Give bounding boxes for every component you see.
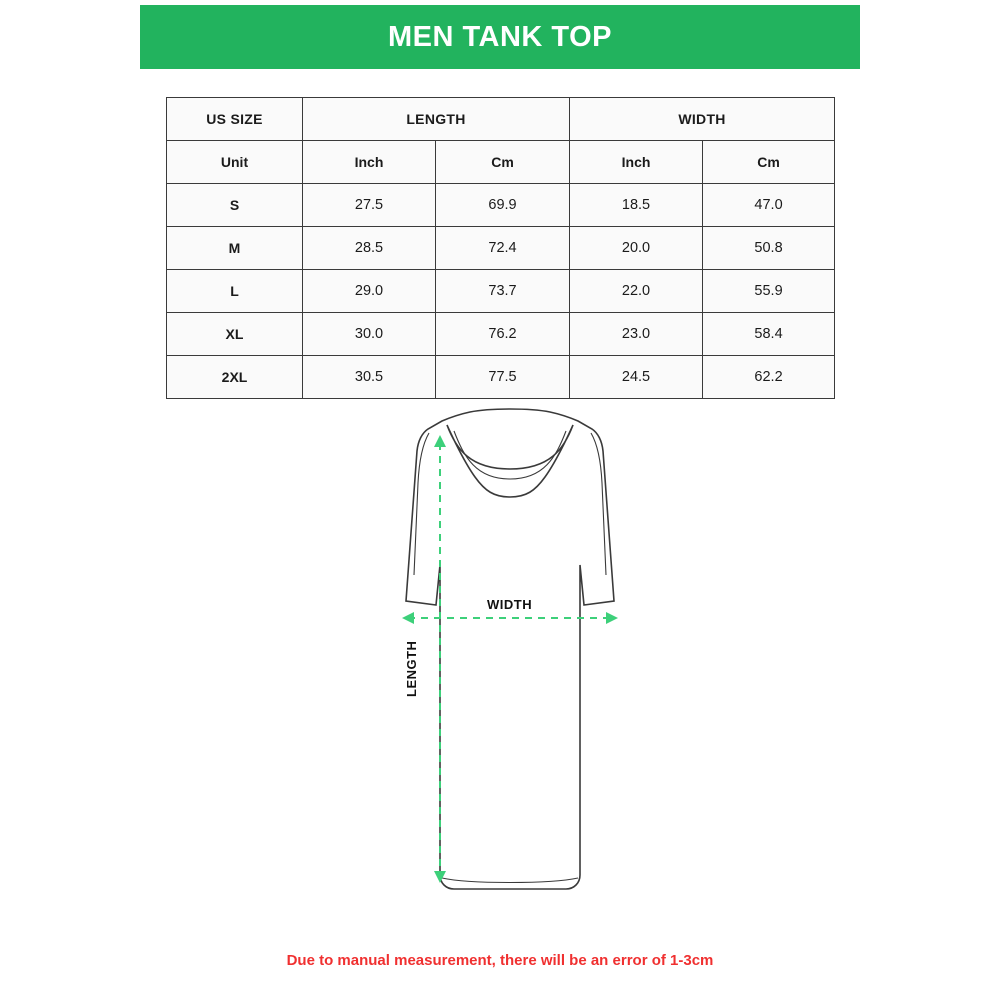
row-length-inch: 30.0 — [303, 313, 436, 356]
row-size: XL — [167, 313, 303, 356]
header-banner — [140, 5, 860, 69]
width-label: WIDTH — [487, 597, 533, 612]
table-row — [167, 270, 835, 313]
row-length-cm: 77.5 — [436, 356, 570, 399]
row-width-inch: 24.5 — [570, 356, 703, 399]
row-length-inch: 27.5 — [303, 184, 436, 227]
row-length-inch: 28.5 — [303, 227, 436, 270]
unit-length-cm: Cm — [436, 141, 570, 184]
unit-label: Unit — [167, 141, 303, 184]
unit-width-cm: Cm — [703, 141, 835, 184]
row-size: L — [167, 270, 303, 313]
row-size: S — [167, 184, 303, 227]
row-length-cm: 72.4 — [436, 227, 570, 270]
row-width-inch: 23.0 — [570, 313, 703, 356]
unit-width-inch: Inch — [570, 141, 703, 184]
garment-diagram — [330, 405, 690, 915]
row-width-inch: 20.0 — [570, 227, 703, 270]
table-row — [167, 184, 835, 227]
table-row — [167, 313, 835, 356]
row-size: 2XL — [167, 356, 303, 399]
header-length: LENGTH — [303, 98, 570, 141]
table-unit-row — [167, 141, 835, 184]
header-width: WIDTH — [570, 98, 835, 141]
row-length-cm: 73.7 — [436, 270, 570, 313]
row-size: M — [167, 227, 303, 270]
width-arrow-right — [606, 612, 618, 624]
table-row — [167, 356, 835, 399]
row-width-cm: 50.8 — [703, 227, 835, 270]
row-length-cm: 76.2 — [436, 313, 570, 356]
row-length-cm: 69.9 — [436, 184, 570, 227]
row-width-inch: 22.0 — [570, 270, 703, 313]
page-title: MEN TANK TOP — [387, 20, 613, 53]
row-width-cm: 62.2 — [703, 356, 835, 399]
header-us-size: US SIZE — [167, 98, 303, 141]
table-row — [167, 227, 835, 270]
row-width-cm: 47.0 — [703, 184, 835, 227]
size-chart-table — [166, 97, 834, 399]
length-label: LENGTH — [404, 640, 419, 697]
row-width-cm: 55.9 — [703, 270, 835, 313]
width-arrow-left — [402, 612, 414, 624]
measurement-disclaimer: Due to manual measurement, there will be an error of 1-3cm — [286, 952, 714, 969]
row-width-inch: 18.5 — [570, 184, 703, 227]
row-length-inch: 30.5 — [303, 356, 436, 399]
table-header-row — [167, 98, 835, 141]
row-width-cm: 58.4 — [703, 313, 835, 356]
unit-length-inch: Inch — [303, 141, 436, 184]
row-length-inch: 29.0 — [303, 270, 436, 313]
